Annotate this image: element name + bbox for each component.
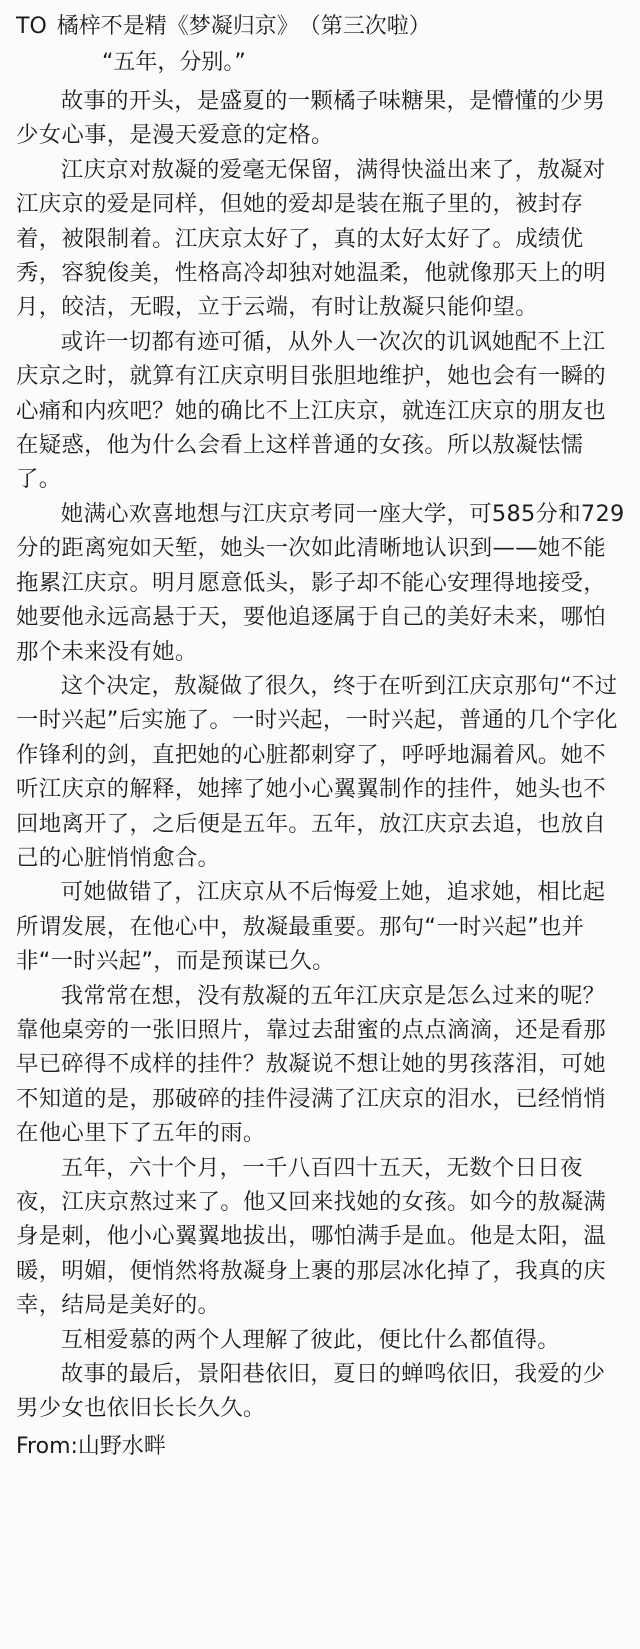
book-title: 《梦凝归京》	[166, 14, 299, 39]
paragraph: 或许一切都有迹可循，从外人一次次的讥讽她配不上江庆京之时，就算有江庆京明目张胆地维护，她也会有一瞬的心痛和内疚吧？她的确比不上江庆京，就连江庆京的朋友也在疑惑，他为什么会看上这样普通的女孩。所以敖凝怯懦了。	[16, 328, 606, 493]
addressee-label: TO	[16, 14, 47, 39]
paragraph: 五年，六十个月，一千八百四十五天，无数个日日夜夜，江庆京熬过来了。他又回来找她的女孩。如今的敖凝满身是刺，他小心翼翼地拔出，哪怕满手是血。他是太阳，温暖，明媚，便悄然将敖凝身上裹的那层冰化掉了，我真的庆幸，结局是美好的。	[16, 1154, 606, 1319]
paragraph: 故事的最后，景阳巷依旧，夏日的蝉鸣依旧，我爱的少男少女也依旧长长久久。	[16, 1361, 606, 1422]
paragraph: 她满心欢喜地想与江庆京考同一座大学，可585分和729分的距离宛如天堑，她头一次如此清晰地认识到——她不能拖累江庆京。明月愿意低头，影子却不能心安理得地接受，她要他永远高悬于天，要他追逐属于自己的美好未来，哪怕那个未来没有她。	[16, 500, 625, 665]
title-note: （第三次啦）	[298, 14, 431, 39]
paragraph: 江庆京对敖凝的爱毫无保留，满得快溢出来了，敖凝对江庆京的爱是同样，但她的爱却是装在瓶子里的，被封存着，被限制着。江庆京太好了，真的太好太好了。成绩优秀，容貌俊美，性格高冷却独对她温柔，他就像那天上的明月，皎洁，无暇，立于云端，有时让敖凝只能仰望。	[16, 156, 606, 321]
paragraph: 我常常在想，没有敖凝的五年江庆京是怎么过来的呢？靠他桌旁的一张旧照片，靠过去甜蜜的点点滴滴，还是看那早已碎得不成样的挂件？敖凝说不想让她的男孩落泪，可她不知道的是，那破碎的挂件浸满了江庆京的泪水，已经悄悄在他心里下了五年的雨。	[16, 982, 606, 1147]
paragraph: 互相爱慕的两个人理解了彼此，便比什么都值得。	[60, 1326, 560, 1353]
letter-header	[16, 12, 628, 46]
signature: From:山野水畔	[16, 1433, 166, 1459]
paragraph: 这个决定，敖凝做了很久，终于在听到江庆京那句“不过一时兴起”后实施了。一时兴起，一时兴起，普通的几个字化作锋利的剑，直把她的心脏都刺穿了，呼呼地漏着风。她不听江庆京的解释，她摔了她小心翼翼制作的挂件，她头也不回地离开了，之后便是五年。五年，放江庆京去追，也放自己的心脏悄悄愈合。	[16, 672, 618, 871]
opening-quote: “五年，分别。”	[102, 50, 246, 75]
paragraph: 可她做错了，江庆京从不后悔爱上她，追求她，相比起所谓发展，在他心中，敖凝最重要。那句“一时兴起”也并非“一时兴起”，而是预谋已久。	[16, 879, 606, 975]
paragraph: 故事的开头，是盛夏的一颗橘子味糖果，是懵懂的少男少女心事，是漫天爱意的定格。	[16, 88, 606, 149]
addressee-name: 橘梓不是精	[56, 14, 167, 39]
